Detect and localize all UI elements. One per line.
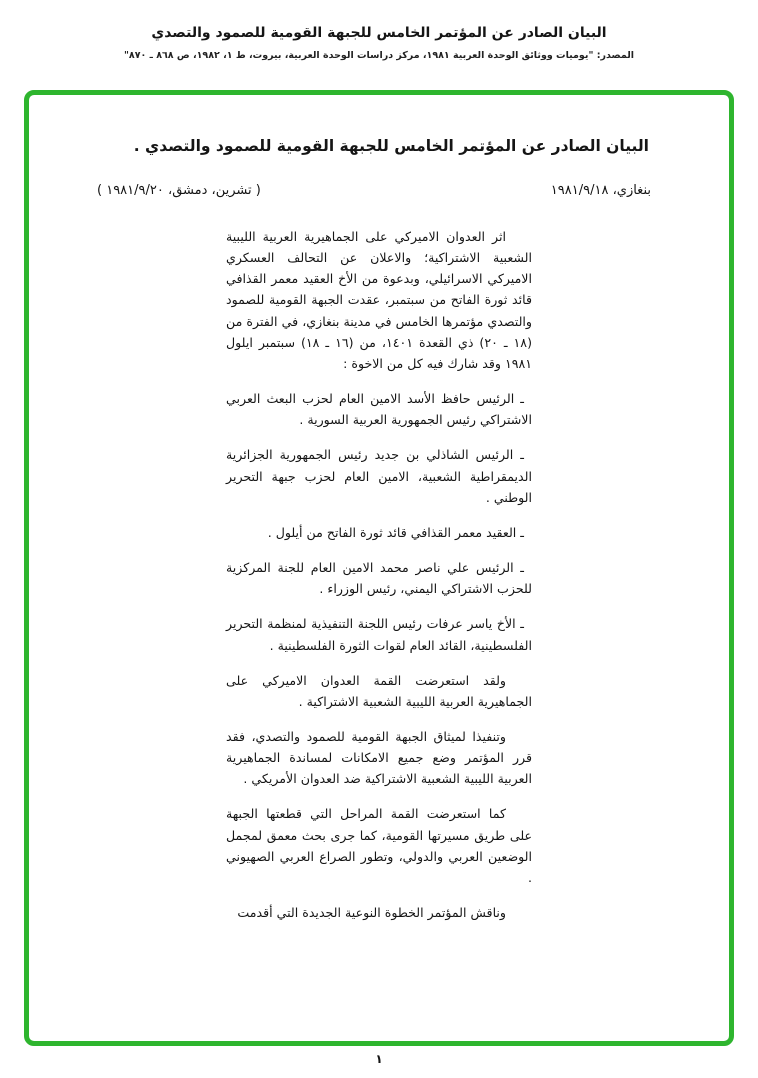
participant-item-bendjedid: ـ الرئيس الشاذلي بن جديد رئيس الجمهورية الجزائرية الديمقراطية الشعبية، الامين العام لحزب جبهة التحرير الوطني . xyxy=(226,447,532,505)
page-number: ١ xyxy=(375,1052,383,1066)
dateline-source-ref: ( تشرين، دمشق، ١٩٨١/٩/٢٠ ) xyxy=(97,183,261,198)
statement-title: البيان الصادر عن المؤتمر الخامس للجبهة القومية للصمود والتصدي . xyxy=(133,137,649,155)
statement-paragraph: كما استعرضت القمة المراحل التي قطعتها الجبهة على طريق مسيرتها القومية، كما جرى بحث معمق لمجمل الوضعين العربي والدولي، وتطور الصراع العربي الصهيوني . xyxy=(226,806,532,885)
page-header-title: البيان الصادر عن المؤتمر الخامس للجبهة القومية للصمود والتصدي xyxy=(151,25,607,41)
statement-body xyxy=(226,226,532,923)
dateline xyxy=(97,183,651,198)
participant-item-ali-nasser: ـ الرئيس علي ناصر محمد الامين العام للجنة المركزية للحزب الاشتراكي اليمني، رئيس الوزراء . xyxy=(226,560,532,597)
participant-item-assad: ـ الرئيس حافظ الأسد الامين العام لحزب البعث العربي الاشتراكي رئيس الجمهورية العربية السورية . xyxy=(226,391,532,428)
green-border-frame xyxy=(24,90,734,1046)
intro-paragraph: اثر العدوان الاميركي على الجماهيرية العربية الليبية الشعبية الاشتراكية؛ والاعلان عن التحالف العسكري الاميركي الاسرائيلي، وبدعوة من الأخ العقيد معمر القذافي قائد ثورة الفاتح من سبتمبر، عقدت الجبهة القومية للصمود والتصدي مؤتمرها الخامس في مدينة بنغازي، في الفترة من (١٨ ـ ٢٠) ذي القعدة ١٤٠١، من (١٦ ـ ١٨) سبتمبر ايلول ١٩٨١ وقد شارك فيه كل من الاخوة : xyxy=(226,229,532,371)
participant-item-gaddafi: ـ العقيد معمر القذافي قائد ثورة الفاتح من أيلول . xyxy=(267,524,524,540)
source-citation: المصدر: "يوميات ووثائق الوحدة العربية ١٩٨١، مركز دراسات الوحدة العربية، بيروت، ط ١، ١٩٨٢، ص ٨٦٨ ـ ٨٧٠" xyxy=(123,50,635,61)
statement-paragraph: وناقش المؤتمر الخطوة النوعية الجديدة التي أقدمت xyxy=(237,905,506,921)
dateline-place-date: بنغازي، ١٩٨١/٩/١٨ xyxy=(550,183,651,198)
participant-item-arafat: ـ الأخ ياسر عرفات رئيس اللجنة التنفيذية لمنظمة التحرير الفلسطينية، القائد العام لقوات الثورة الفلسطينية . xyxy=(226,616,532,653)
statement-paragraph: ولقد استعرضت القمة العدوان الاميركي على الجماهيرية العربية الليبية الشعبية الاشتراكية . xyxy=(226,672,532,709)
statement-paragraph: وتنفيذا لميثاق الجبهة القومية للصمود والتصدي، فقد قرر المؤتمر وضع جميع الامكانات لمساندة الجماهيرية العربية الليبية الشعبية الاشتراكية ضد العدوان الأمريكي . xyxy=(226,728,532,787)
